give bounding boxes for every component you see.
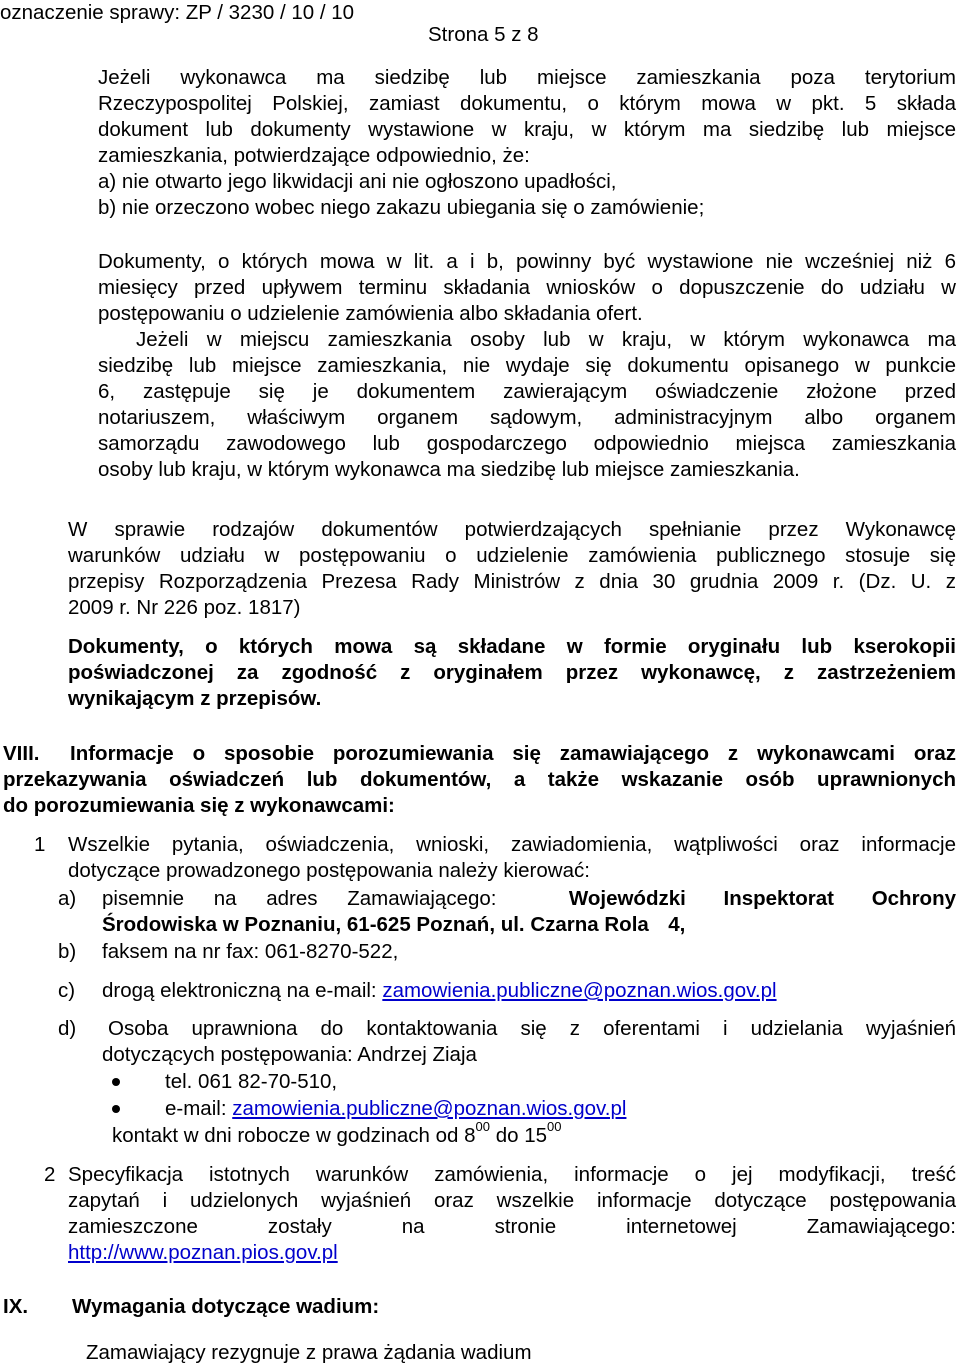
text-line: Osoba uprawniona do kontaktowania się z oferentami i udzielania wyjaśnień <box>108 1017 956 1040</box>
address-prefix: pisemnie na adres Zamawiającego: <box>102 887 497 910</box>
item-1-number: 1 <box>34 833 46 856</box>
text-line: Specyfikacja istotnych warunków zamówienia, informacje o jej modyfikacji, treść <box>68 1163 956 1186</box>
text-line: osoby lub kraju, w którym wykonawca ma siedzibę lub miejsce zamieszkania. <box>98 458 800 481</box>
text-line: Dokumenty, o których mowa są składane w formie oryginału lub kserokopii <box>68 635 956 658</box>
fax-text: faksem na nr fax: 061-8270-522, <box>102 940 399 963</box>
hours-superscript: 00 <box>475 1119 490 1135</box>
text-line: dotyczące prowadzonego postępowania należy kierować: <box>68 859 590 882</box>
email-line <box>102 978 777 1004</box>
text-line: Jeżeli wykonawca ma siedzibę lub miejsce zamieszkania poza terytorium <box>98 66 956 89</box>
foreign-contractor-paragraph <box>98 65 956 221</box>
heading-line: Informacje o sposobie porozumiewania się zamawiającego z wykonawcami oraz <box>70 742 956 765</box>
text-line: miesięcy przed upływem terminu składania wniosków o dopuszczenie do udziału w <box>98 276 956 299</box>
section-9-number: IX. <box>3 1295 29 1318</box>
section-9-heading: Wymagania dotyczące wadium: <box>72 1295 380 1318</box>
text-line: wynikającym z przepisów. <box>68 687 322 710</box>
bullet-icon <box>112 1105 120 1113</box>
hours-text: kontakt w dni robocze w godzinach od 8 <box>112 1124 476 1147</box>
email-prefix: drogą elektroniczną na e-mail: <box>102 979 377 1002</box>
text-line: samorządu zawodowego lub gospodarczego odpowiednio miejsca zamieszkania <box>98 432 956 455</box>
item-1-text <box>68 832 956 884</box>
bullet-icon <box>112 1078 120 1086</box>
hours-superscript: 00 <box>547 1119 562 1135</box>
text-line: dokument lub dokumenty wystawione w kraju, w którym ma siedzibę lub miejsce <box>98 118 956 141</box>
item-d-label: d) <box>58 1017 77 1040</box>
website-link[interactable]: http://www.poznan.pios.gov.pl <box>68 1241 338 1264</box>
contact-email-link[interactable]: zamowienia.publiczne@poznan.wios.gov.pl <box>232 1097 627 1120</box>
email-link[interactable]: zamowienia.publiczne@poznan.wios.gov.pl <box>382 979 777 1002</box>
contact-hours <box>112 1119 562 1149</box>
text-line: zapytań i udzielonych wyjaśnień oraz wszelkie informacje dotyczące postępowania <box>68 1189 956 1212</box>
text-line: Rzeczypospolitej Polskiej, zamiast dokumentu, o którym mowa w pkt. 5 składa <box>98 92 956 115</box>
item-2-text <box>68 1162 956 1266</box>
hours-text: do 15 <box>490 1124 547 1147</box>
text-line: 2009 r. Nr 226 poz. 1817) <box>68 596 301 619</box>
text-line: siedzibę lub miejsce zamieszkania, nie wydaje się dokumentu opisanego w punkcie <box>98 354 956 377</box>
case-number: oznaczenie sprawy: ZP / 3230 / 10 / 10 <box>0 1 355 24</box>
document-validity-paragraph <box>98 249 956 483</box>
text-line: Jeżeli w miejscu zamieszkania osoby lub w kraju, w którym wykonawca ma <box>136 328 956 351</box>
address-bold-line2 <box>102 912 685 938</box>
page-number: Strona 5 z 8 <box>428 23 539 46</box>
text-line: zamieszkania, potwierdzające odpowiednio, że: <box>98 144 530 167</box>
wadium-text: Zamawiający rezygnuje z prawa żądania wadium <box>86 1341 532 1364</box>
document-form-notice <box>68 634 956 712</box>
item-c-label: c) <box>58 979 76 1002</box>
text-line: notariuszem, właściwym organem sądowym, administracyjnym albo organem <box>98 406 956 429</box>
address-number: 4, <box>668 913 686 936</box>
item-a-line1 <box>102 886 956 912</box>
section-8-heading <box>3 741 956 819</box>
text-line: zamieszczone zostały na stronie internetowej Zamawiającego: <box>68 1215 956 1238</box>
item-b-label: b) <box>58 940 77 963</box>
list-item-b: b) nie orzeczono wobec niego zakazu ubiegania się o zamówienie; <box>98 196 705 219</box>
section-8-number: VIII. <box>3 742 40 765</box>
text-line: poświadczonej za zgodność z oryginałem przez wykonawcę, z zastrzeżeniem <box>68 661 956 684</box>
item-a-label: a) <box>58 887 77 910</box>
contact-phone: tel. 061 82-70-510, <box>165 1070 338 1093</box>
text-line: dotyczących postępowania: Andrzej Ziaja <box>102 1043 477 1066</box>
text-line: 6, zastępuje się je dokumentem zawierającym oświadczenie złożone przed <box>98 380 956 403</box>
heading-line: przekazywania oświadczeń lub dokumentów, a także wskazanie osób uprawnionych <box>3 768 956 791</box>
text-line: przepisy Rozporządzenia Prezesa Rady Ministrów z dnia 30 grudnia 2009 r. (Dz. U. z <box>68 570 956 593</box>
text-line: Wszelkie pytania, oświadczenia, wnioski, zawiadomienia, wątpliwości oraz informacje <box>68 833 956 856</box>
contact-person-text <box>102 1016 956 1068</box>
heading-line: do porozumiewania się z wykonawcami: <box>3 794 395 817</box>
text-line: postępowaniu o udzielenie zamówienia albo składania ofert. <box>98 302 643 325</box>
text-line: warunków udziału w postępowaniu o udzielenie zamówienia publicznego stosuje się <box>68 544 956 567</box>
text-line: W sprawie rodzajów dokumentów potwierdzających spełnianie przez Wykonawcę <box>68 518 956 541</box>
list-item-a: a) nie otwarto jego likwidacji ani nie ogłoszono upadłości, <box>98 170 617 193</box>
address-bold-line1: Wojewódzki Inspektorat Ochrony <box>568 887 956 910</box>
item-2-number: 2 <box>44 1163 56 1186</box>
address-street: Środowiska w Poznaniu, 61-625 Poznań, ul. Czarna Rola <box>102 913 649 936</box>
contact-email-prefix: e-mail: <box>165 1097 227 1120</box>
text-line: Dokumenty, o których mowa w lit. a i b, powinny być wystawione nie wcześniej niż 6 <box>98 250 956 273</box>
regulation-paragraph <box>68 517 956 621</box>
